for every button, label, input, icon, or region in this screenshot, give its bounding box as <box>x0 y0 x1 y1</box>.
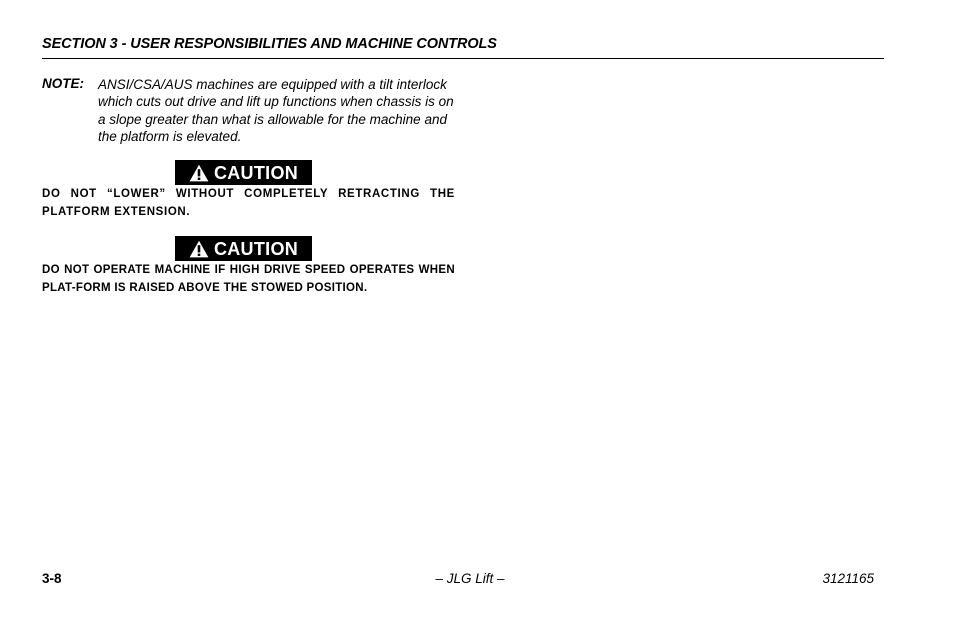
caution-banner <box>175 160 312 185</box>
warning-triangle-icon <box>189 240 209 258</box>
caution-label: CAUTION <box>213 162 299 183</box>
caution-text: DO NOT OPERATE MACHINE IF HIGH DRIVE SPEED OPERATES WHEN PLAT-FORM IS RAISED ABOVE THE STOWED POSITION. <box>42 264 455 294</box>
caution-text: DO NOT “LOWER” WITHOUT COMPLETELY RETRACTING THE PLATFORM EXTENSION. <box>42 188 455 218</box>
page-number: 3-8 <box>42 571 62 586</box>
footer-center-text: – JLG Lift – <box>435 571 505 586</box>
caution-label: CAUTION <box>213 238 299 259</box>
note-text: ANSI/CSA/AUS machines are equipped with a tilt interlock which cuts out drive and lift up functions when chassis is on a slope greater than what is allowable for the machine and the platform is elevated. <box>98 77 454 144</box>
note-label: NOTE: <box>42 76 84 91</box>
document-number: 3121165 <box>822 571 874 586</box>
warning-triangle-icon <box>189 164 209 182</box>
caution-banner <box>175 236 312 261</box>
section-title: SECTION 3 - USER RESPONSIBILITIES AND MACHINE CONTROLS <box>42 36 497 52</box>
page-header <box>42 36 884 59</box>
footer-publisher <box>0 571 954 586</box>
